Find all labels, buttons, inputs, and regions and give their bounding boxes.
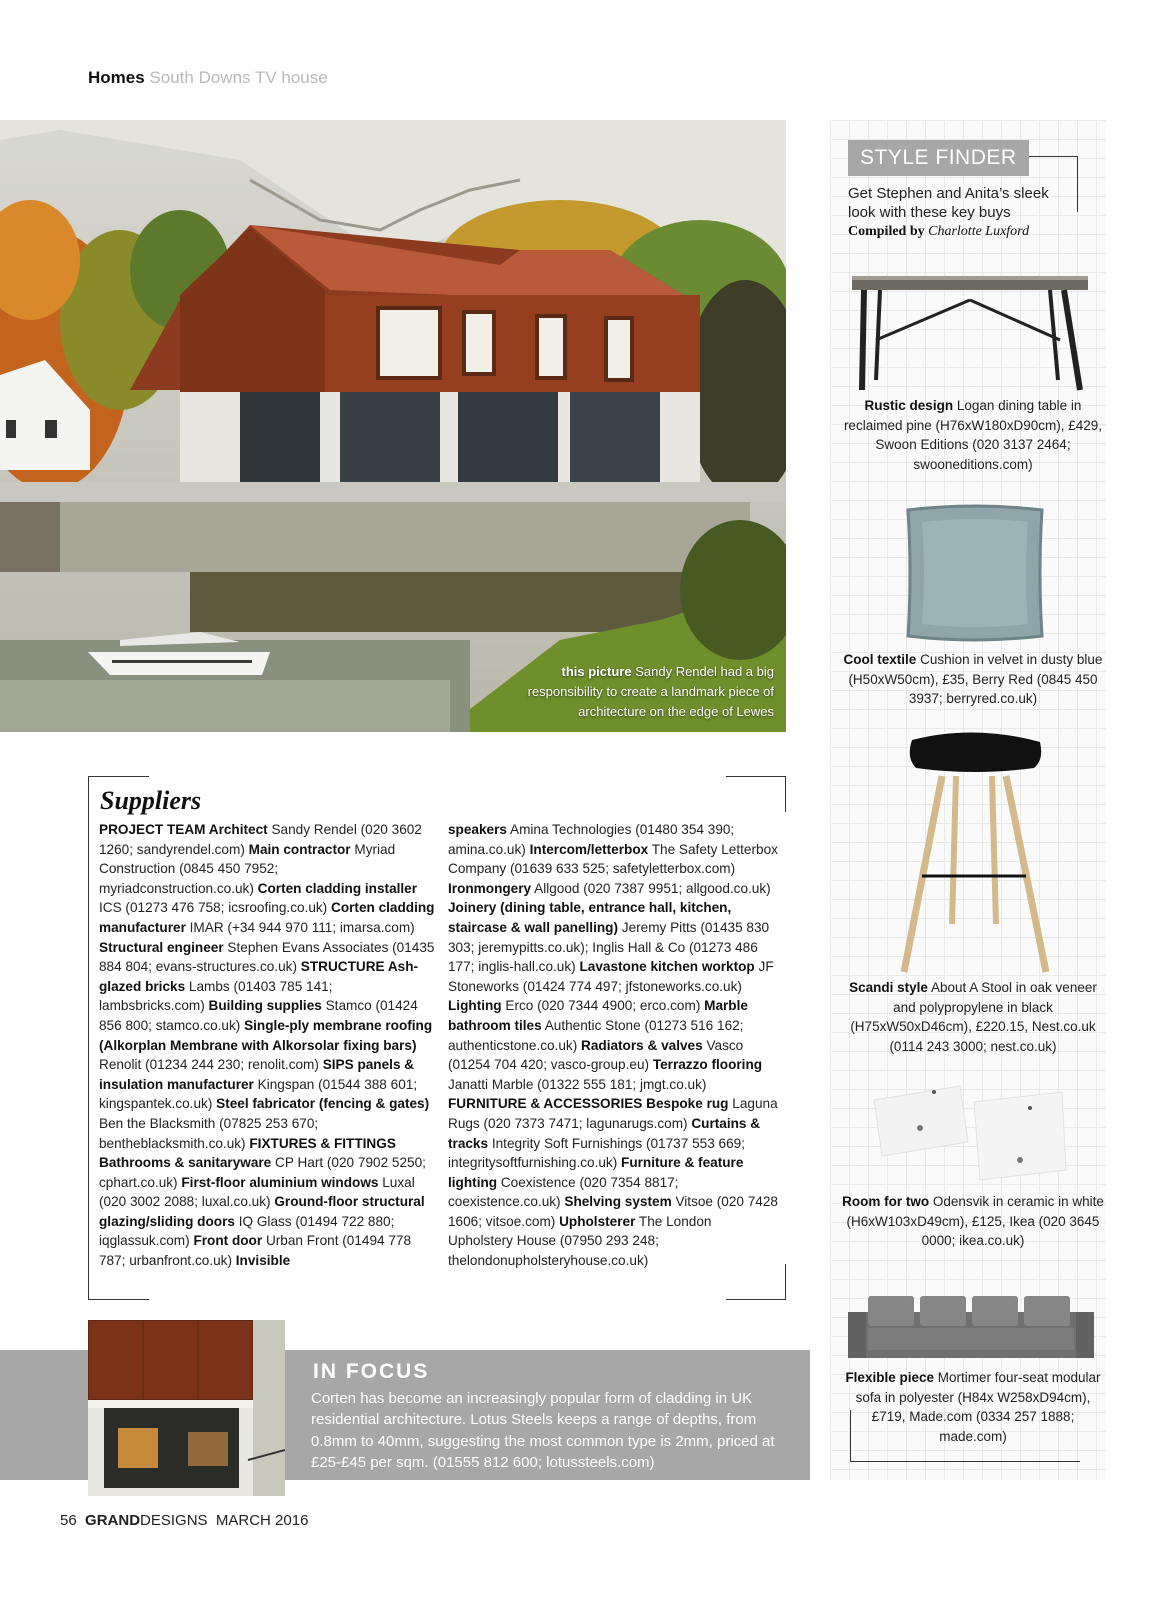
house-illustration	[0, 120, 786, 732]
supplier-detail: Kingspan (01544 388 601; kingspantek.co.uk)	[99, 1076, 418, 1112]
supplier-detail: Sandy Rendel (020 3602 1260; sandyrendel.com)	[99, 822, 422, 857]
supplier-category: Shelving system	[564, 1194, 672, 1210]
supplier-category: Building supplies	[208, 998, 322, 1014]
style-finder-bottom-bracket	[850, 1410, 1080, 1462]
supplier-detail: Integrity Soft Furnishings (01737 553 669; integritysoftfurnishing.co.uk)	[448, 1135, 745, 1171]
supplier-category: Structural engineer	[99, 939, 224, 955]
product-text-1	[840, 396, 1106, 474]
supplier-category: PROJECT TEAM Architect	[99, 822, 268, 837]
supplier-detail: Urban Front (01494 778 787; urbanfront.co.uk)	[99, 1233, 412, 1269]
supplier-detail: CP Hart (020 7902 5250; cphart.co.uk)	[99, 1155, 426, 1190]
credit-name: Charlotte Luxford	[928, 224, 1030, 239]
corten-facade-image	[88, 1320, 285, 1496]
supplier-category: Steel fabricator (fencing & gates)	[216, 1096, 430, 1112]
supplier-detail: Jeremy Pitts (01435 830 303; jeremypitts.co.uk); Inglis Hall & Co (01273 486 177; inglis-hall.co.uk)	[448, 919, 770, 975]
supplier-detail: Vitsoe (020 7428 1606; vitsoe.com)	[448, 1194, 778, 1229]
product-lead-1: Rustic design	[864, 398, 954, 413]
supplier-category: Front door	[193, 1233, 263, 1249]
page-number: 56	[60, 1512, 77, 1529]
supplier-category: Curtains & tracks	[448, 1115, 761, 1151]
in-focus-body: Corten has become an increasingly popular form of cladding in UK residential architecture. Lotus Steels keeps a range of depths, from 0.8mm to 40mm, suggesting the most common type is 2mm, priced at £25-£45 per sqm. (01555 812 600; lotussteels.com)	[311, 1390, 775, 1471]
magazine-brand-rest: DESIGNS	[140, 1512, 208, 1529]
product-desc-4: Odensvik in ceramic in white (H6xW103xD49cm), £125, Ikea (020 3645 0000; ikea.co.uk)	[846, 1194, 1104, 1249]
photo-caption	[524, 662, 774, 722]
issue-date: MARCH 2016	[215, 1512, 309, 1529]
supplier-category: SIPS panels & insulation manufacturer	[99, 1057, 415, 1092]
supplier-category: FIXTURES & FITTINGS Bathrooms & sanitaryware	[99, 1135, 396, 1171]
caption-lead: this picture	[561, 664, 632, 679]
hero-photo	[0, 120, 786, 732]
supplier-detail: ICS (01273 476 758; icsroofing.co.uk)	[99, 900, 328, 916]
supplier-detail: Coexistence (020 7354 8817; coexistence.co.uk)	[448, 1174, 679, 1210]
style-finder-panel	[830, 120, 1106, 1480]
supplier-category: FURNITURE & ACCESSORIES Bespoke rug	[448, 1096, 729, 1112]
suppliers-column-1	[99, 820, 435, 1271]
style-finder-tag: STYLE FINDER	[848, 140, 1029, 176]
magazine-brand-bold: GRAND	[85, 1512, 141, 1529]
product-desc-5: Mortimer four-seat modular sofa in polyester (H84x W258xD94cm), £719, Made.com (0334 257 1888; made.com)	[855, 1370, 1101, 1444]
supplier-detail: Amina Technologies (01480 354 390; amina.co.uk)	[448, 822, 735, 857]
product-lead-5: Flexible piece	[845, 1370, 934, 1385]
style-finder-credit	[848, 224, 1029, 240]
suppliers-title: Suppliers	[100, 786, 202, 815]
supplier-detail: Lambs (01403 785 141; lambsbricks.com)	[99, 978, 333, 1014]
product-desc-1: Logan dining table in reclaimed pine (H76xW180xD90cm), £429, Swoon Editions (020 3137 2464; swooneditions.com)	[843, 398, 1103, 472]
supplier-detail: Stamco (01424 856 800; stamco.co.uk)	[99, 998, 418, 1033]
sofa-image	[848, 1294, 1094, 1364]
supplier-category: Radiators & valves	[581, 1037, 703, 1053]
supplier-category: Joinery (dining table, entrance hall, kitchen, staircase & wall panelling)	[448, 900, 732, 935]
article-subtitle: South Downs TV house	[149, 68, 328, 87]
in-focus-photo	[88, 1320, 285, 1496]
supplier-category: Intercom/letterbox	[529, 841, 649, 857]
page-header	[88, 68, 328, 88]
supplier-detail: Myriad Construction (0845 450 7952; myriadconstruction.co.uk)	[99, 841, 396, 896]
supplier-category: Lavastone kitchen worktop	[579, 959, 755, 975]
supplier-detail: Renolit (01234 244 230; renolit.com)	[99, 1057, 319, 1073]
supplier-category: Invisible	[235, 1253, 291, 1269]
supplier-detail: Janatti Marble (01322 555 181; jmgt.co.uk)	[448, 1076, 707, 1092]
supplier-category: First-floor aluminium windows	[181, 1174, 379, 1190]
supplier-category: Ground-floor structural glazing/sliding doors	[99, 1194, 425, 1229]
product-lead-4: Room for two	[842, 1194, 930, 1209]
supplier-category: Corten cladding manufacturer	[99, 900, 435, 935]
product-lead-3: Scandi style	[849, 980, 928, 995]
supplier-detail: The London Upholstery House (07950 293 248; thelondonupholsteryhouse.co.uk)	[448, 1213, 712, 1269]
supplier-category: Main contractor	[248, 841, 351, 857]
dining-table-image	[850, 270, 1090, 392]
supplier-category: Lighting	[448, 998, 502, 1014]
cushion-image	[902, 502, 1048, 644]
supplier-category: Ironmongery	[448, 880, 532, 896]
supplier-detail: JF Stoneworks (01424 774 497; jfstoneworks.co.uk)	[448, 959, 774, 994]
supplier-category: STRUCTURE Ash-glazed bricks	[99, 959, 419, 994]
supplier-detail: Luxal (020 3002 2088; luxal.co.uk)	[99, 1174, 415, 1210]
credit-prefix: Compiled by	[848, 224, 925, 239]
supplier-detail: IMAR (+34 944 970 111; imarsa.com)	[189, 919, 415, 935]
supplier-category: Upholsterer	[559, 1213, 636, 1229]
supplier-detail: Laguna Rugs (020 7373 7471; lagunarugs.com)	[448, 1096, 778, 1131]
supplier-category: Marble bathroom tiles	[448, 998, 748, 1033]
supplier-category: Corten cladding installer	[257, 880, 418, 896]
suppliers-column-2	[448, 820, 778, 1271]
supplier-detail: Stephen Evans Associates (01435 884 804; evans-structures.co.uk)	[99, 939, 435, 975]
supplier-category: speakers	[448, 822, 507, 837]
product-text-4	[840, 1192, 1106, 1251]
supplier-detail: IQ Glass (01494 722 880; iqglassuk.com)	[99, 1213, 395, 1249]
caption-text: Sandy Rendel had a big responsibility to create a landmark piece of architecture on the edge of Lewes	[527, 664, 774, 719]
in-focus-title: IN FOCUS	[313, 1360, 430, 1383]
supplier-detail: Authentic Stone (01273 516 162; authenticstone.co.uk)	[448, 1017, 744, 1053]
supplier-detail: Erco (020 7344 4900; erco.com)	[505, 998, 701, 1014]
bar-stool-image	[894, 728, 1054, 974]
product-lead-2: Cool textile	[843, 652, 917, 667]
style-finder-intro: Get Stephen and Anita’s sleek look with these key buys	[848, 185, 1049, 221]
product-text-3	[840, 978, 1106, 1056]
supplier-detail: Vasco (01254 704 420; vasco-group.eu)	[448, 1037, 744, 1073]
supplier-category: Single-ply membrane roofing (Alkorplan Membrane with Alkorsolar fixing bars)	[99, 1017, 433, 1053]
product-desc-3: About A Stool in oak veneer and polypropylene in black (H75xW50xD46cm), £220.15, Nest.co.uk (0114 243 3000; nest.co.uk)	[850, 980, 1097, 1054]
section-label: Homes	[88, 68, 145, 87]
page-footer	[60, 1512, 308, 1529]
supplier-detail: Allgood (020 7387 9951; allgood.co.uk)	[534, 880, 771, 896]
supplier-category: Terrazzo flooring	[652, 1057, 763, 1073]
supplier-detail: Ben the Blacksmith (07825 253 670; bentheblacksmith.co.uk)	[99, 1115, 319, 1151]
product-text-2	[840, 650, 1106, 709]
supplier-category: Furniture & feature lighting	[448, 1155, 744, 1190]
product-desc-2: Cushion in velvet in dusty blue (H50xW50cm), £35, Berry Red (0845 450 3937; berryred.co.uk)	[848, 652, 1103, 707]
supplier-detail: The Safety Letterbox Company (01639 633 525; safetyletterbox.com)	[448, 841, 778, 877]
double-sink-image	[870, 1082, 1070, 1192]
